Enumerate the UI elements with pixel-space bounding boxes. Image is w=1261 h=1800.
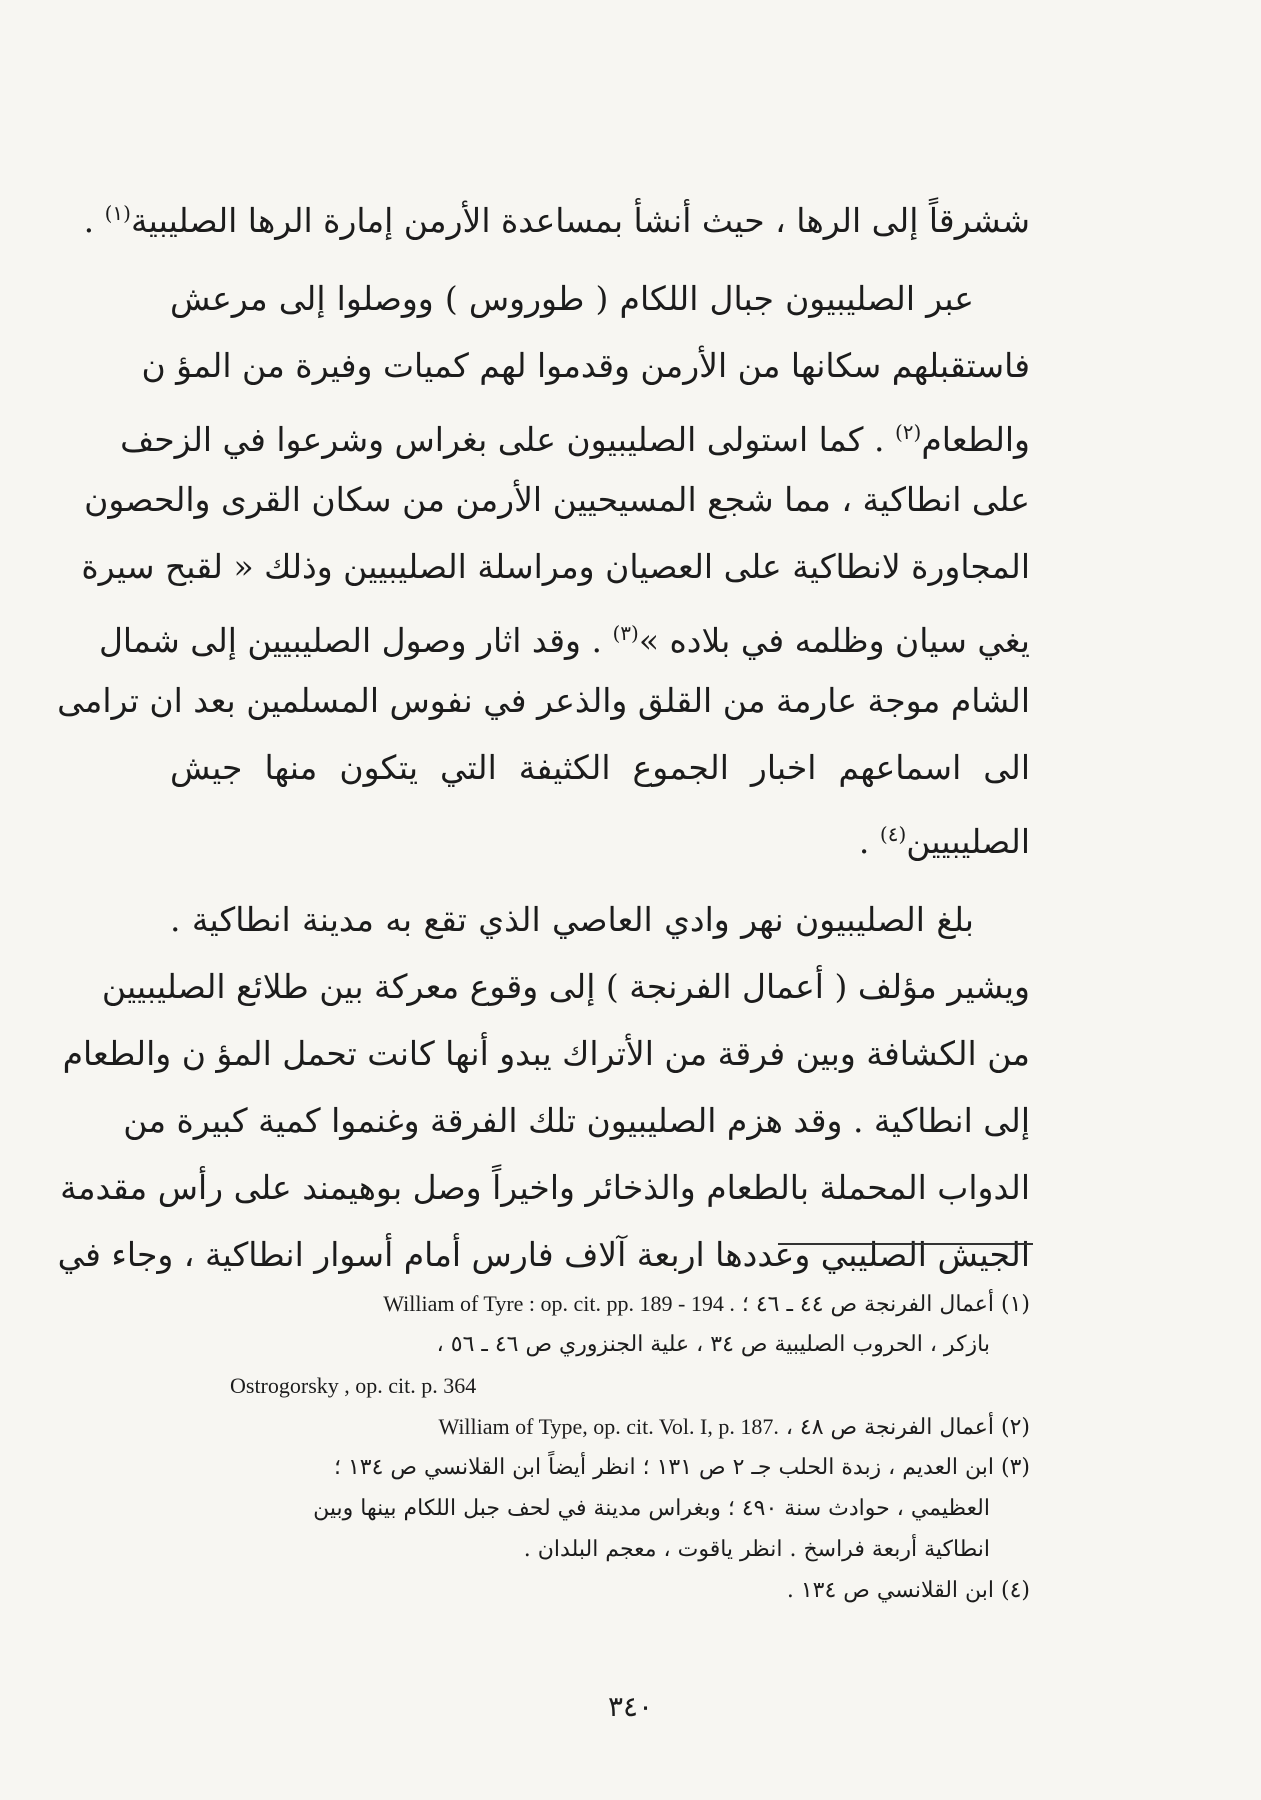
paragraph-3-line-4: إلى انطاكية . وقد هزم الصليبيون تلك الفرقة وغنموا كمية كبيرة من [123, 1101, 1030, 1140]
paragraph-2-line-1: عبر الصليبيون جبال اللكام ( طوروس ) ووصلوا إلى مرعش [170, 279, 974, 318]
footnote-3-line-3: انطاكية أربعة فراسخ . انظر ياقوت ، معجم البلدان . [523, 1537, 990, 1562]
footnote-3-line-2: العظيمي ، حوادث سنة ٤٩٠ ؛ وبغراس مدينة في لحف جبل اللكام بينها وبين [313, 1496, 990, 1521]
footnotes [230, 1283, 1030, 1611]
paragraph-2-line-3: والطعام$^{(٢)}$ . كما استولى الصليبيون على بغراس وشرعوا في الزحف [120, 420, 1030, 459]
paragraph-3-line-5: الدواب المحملة بالطعام والذخائر واخيراً وصل بوهيمند على رأس مقدمة [60, 1168, 1030, 1207]
footnote-ref-3: (٣) [612, 621, 639, 645]
paragraph-3-line-6: الجيش الصليبي وعددها اربعة آلاف فارس أمام أسوار انطاكية ، وجاء في [57, 1235, 1030, 1274]
footnote-4: (٤) ابن القلانسي ص ١٣٤ . [786, 1578, 1030, 1603]
footnote-1-line-1: (١) أعمال الفرنجة ص ٤٤ ـ ٤٦ ؛ William of Tyre : op. cit. pp. 189 - 194 . [383, 1291, 1030, 1317]
main-text [57, 180, 1030, 1288]
paragraph-2-line-8: الى اسماعهم اخبار الجموع الكثيفة التي يتكون منها جيش [170, 748, 1030, 787]
paragraph-2-line-7: الشام موجة عارمة من القلق والذعر في نفوس المسلمين بعد ان ترامى [57, 681, 1030, 720]
paragraph-3-line-1: بلغ الصليبيون نهر وادي العاصي الذي تقع به مدينة انطاكية . [170, 900, 974, 939]
footnote-1-line-2: بازكر ، الحروب الصليبية ص ٣٤ ، علية الجنزوري ص ٤٦ ـ ٥٦ ، [436, 1332, 990, 1357]
paragraph-2-line-9: الصليبيين$^{(٤)}$ . [858, 822, 1030, 861]
footnote-divider [778, 1243, 1033, 1245]
paragraph-3-line-2: ويشير مؤلف ( أعمال الفرنجة ) إلى وقوع معركة بين طلائع الصليبيين [101, 967, 1030, 1006]
paragraph-2-line-5: المجاورة لانطاكية على العصيان ومراسلة الصليبيين وذلك « لقبح سيرة [81, 547, 1030, 586]
paragraph-2-line-6: يغي سيان وظلمه في بلاده »$^{(٣)}$ . وقد اثار وصول الصليبيين إلى شمال [98, 621, 1030, 660]
paragraph-2-line-4: على انطاكية ، مما شجع المسيحيين الأرمن من سكان القرى والحصون [84, 480, 1030, 519]
footnote-ref-2: (٢) [894, 420, 922, 444]
footnote-2: (٢) أعمال الفرنجة ص ٤٨ ، William of Type, op. cit. Vol. I, p. 187. [438, 1414, 1030, 1440]
footnote-ref-1: (١) [104, 201, 131, 225]
paragraph-3-line-3: من الكشافة وبين فرقة من الأتراك يبدو أنها كانت تحمل المؤ ن والطعام [62, 1034, 1030, 1073]
footnote-3-line-1: (٣) ابن العديم ، زبدة الحلب جـ ٢ ص ١٣١ ؛ انظر أيضاً ابن القلانسي ص ١٣٤ ؛ [333, 1455, 1030, 1480]
page-number: ٣٤٠ [607, 1690, 654, 1723]
paragraph-1-line: ششرقاً إلى الرها ، حيث أنشأ بمساعدة الأرمن إمارة الرها الصليبية$^{(١)}$ . [83, 201, 1030, 240]
footnote-ref-4: (٤) [879, 822, 907, 846]
paragraph-2-line-2: فاستقبلهم سكانها من الأرمن وقدموا لهم كميات وفيرة من المؤ ن [141, 346, 1030, 385]
footnote-1-line-3: Ostrogorsky , op. cit. p. 364 [230, 1373, 477, 1398]
